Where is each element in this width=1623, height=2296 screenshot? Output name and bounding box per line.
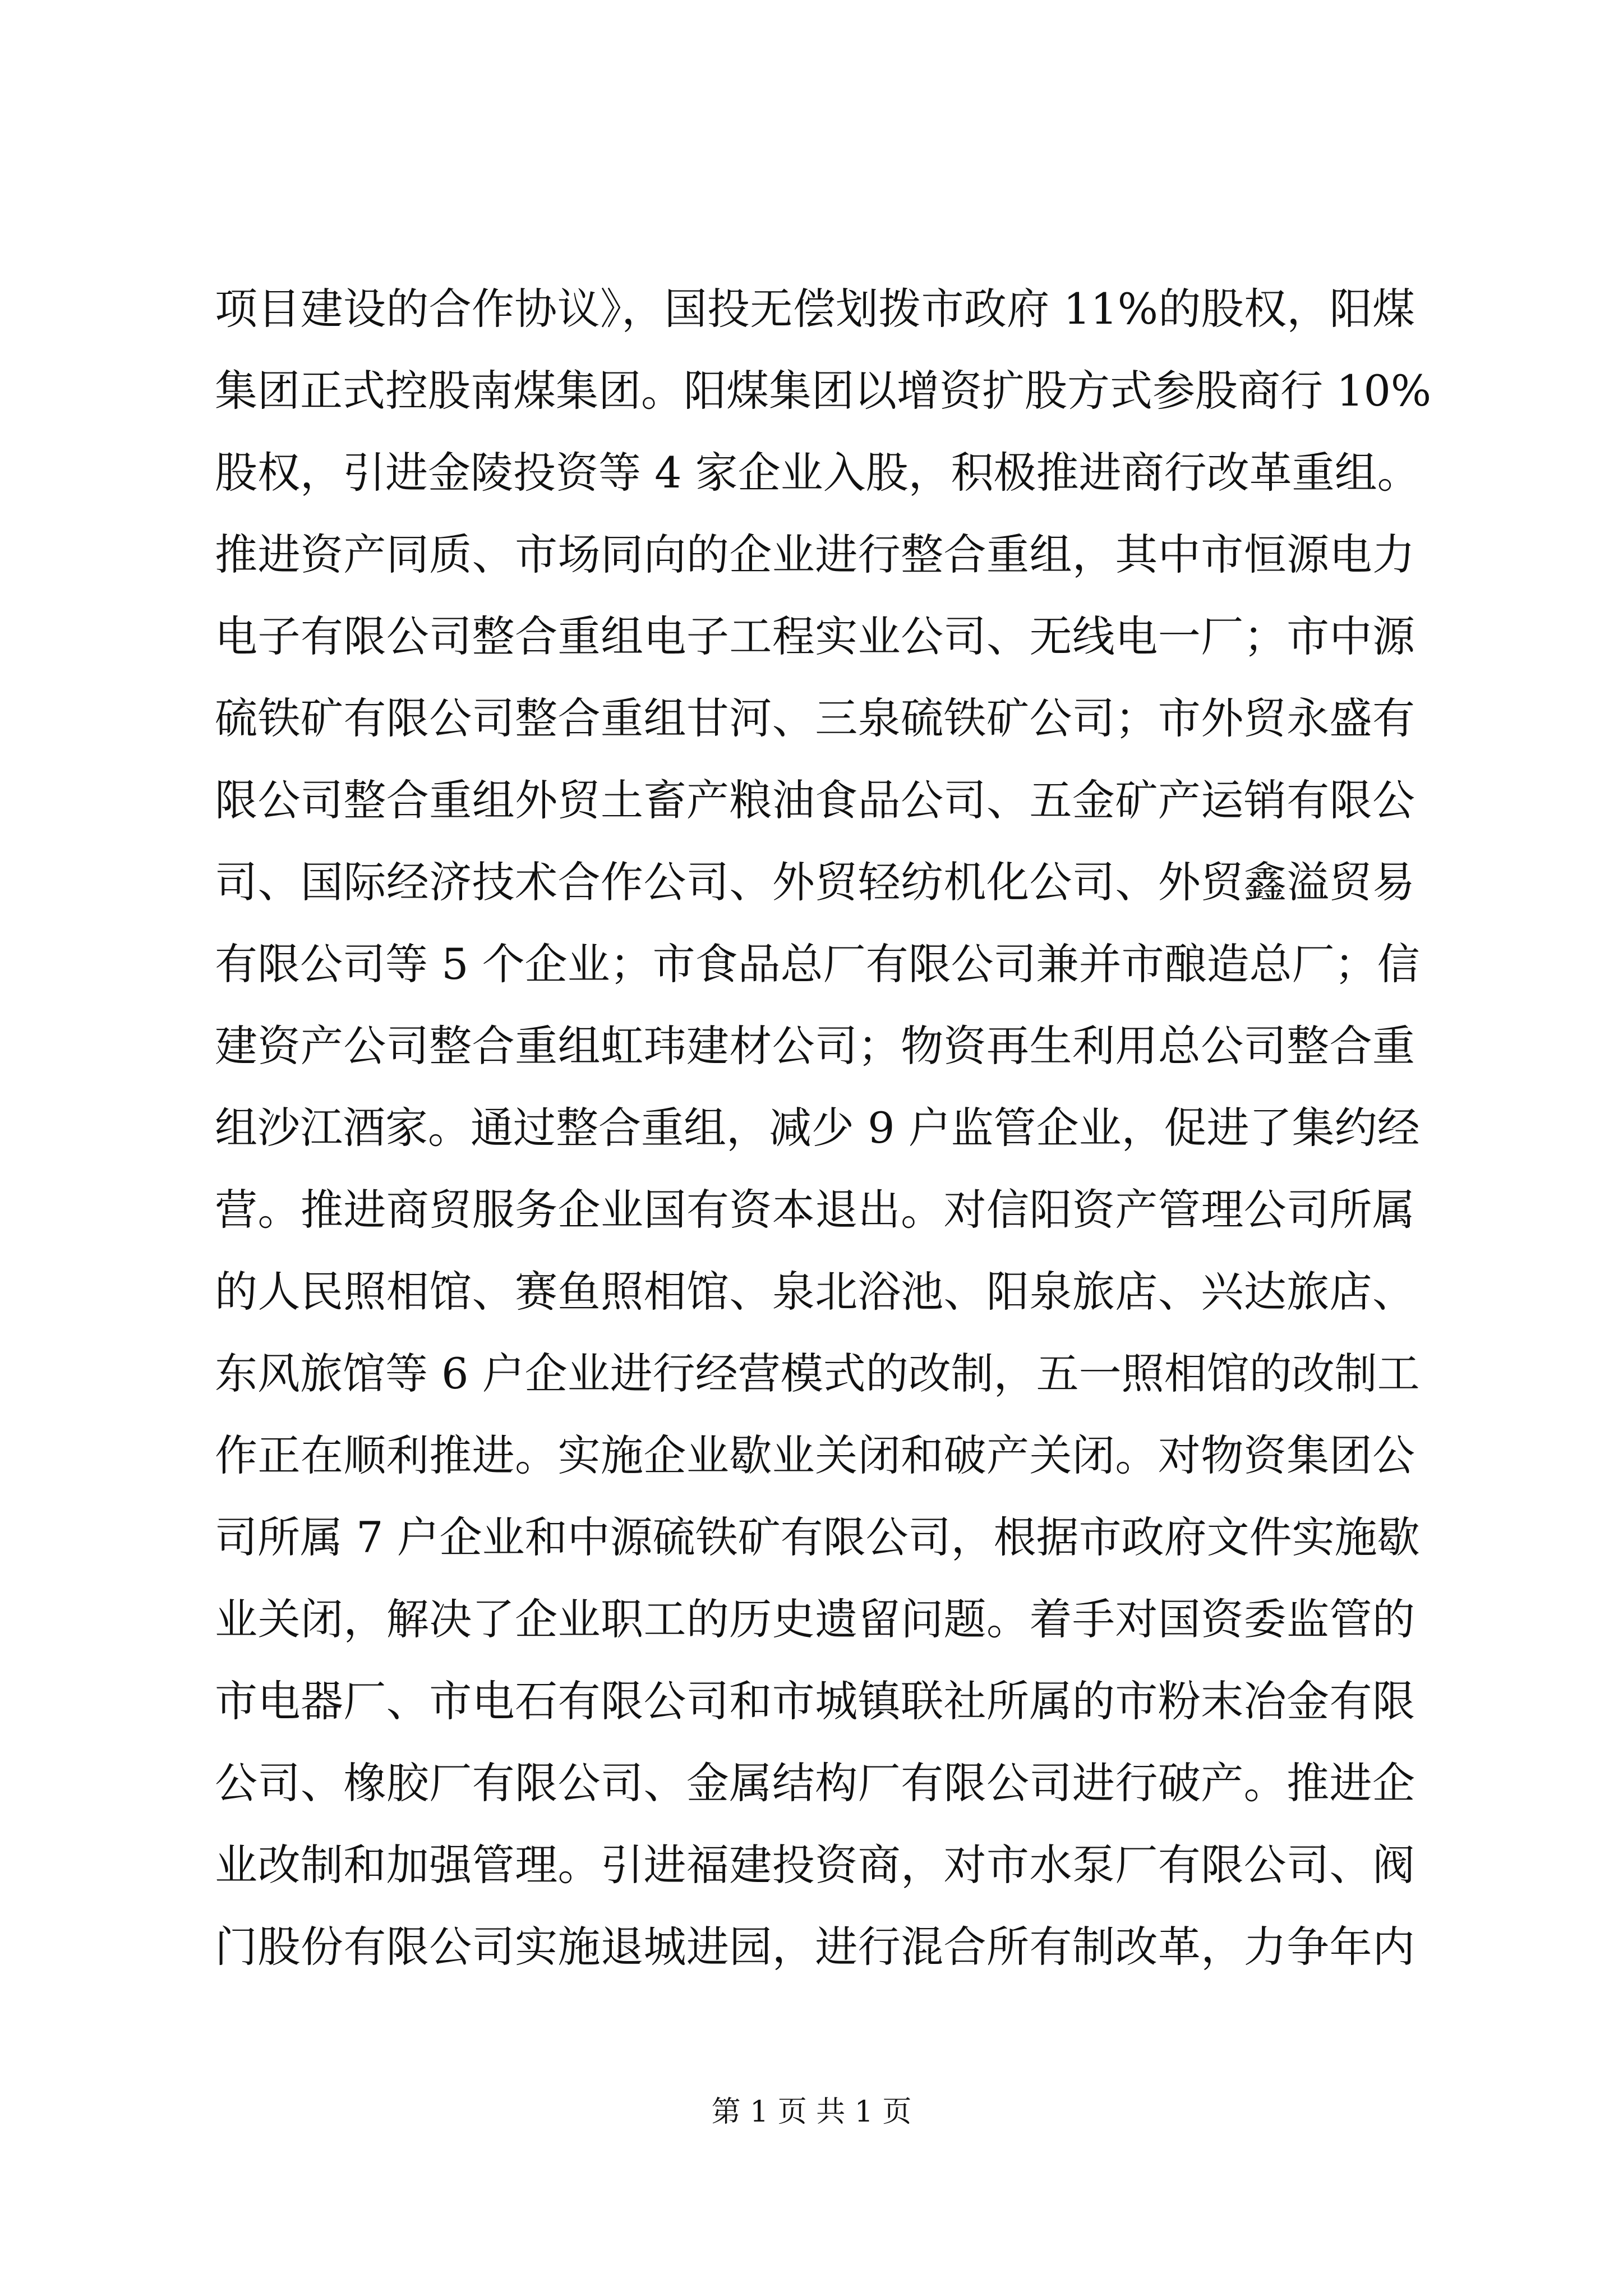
text-line: 限公司整合重组外贸土畜产粮油食品公司、五金矿产运销有限公 bbox=[215, 775, 1415, 825]
text-line: 推进资产同质、市场同向的企业进行整合重组，其中市恒源电力 bbox=[215, 530, 1415, 579]
body-text bbox=[215, 268, 1432, 1988]
text-line: 作正在顺利推进。实施企业歇业关闭和破产关闭。对物资集团公 bbox=[215, 1430, 1415, 1480]
text-line: 组沙江酒家。通过整合重组，减少 9 户监管企业，促进了集约经 bbox=[215, 1103, 1420, 1153]
page-number-footer: 第 1 页 共 1 页 bbox=[711, 2095, 912, 2129]
text-line: 有限公司等 5 个企业；市食品总厂有限公司兼并市酿造总厂；信 bbox=[215, 939, 1420, 989]
text-line: 硫铁矿有限公司整合重组甘河、三泉硫铁矿公司；市外贸永盛有 bbox=[215, 693, 1415, 743]
text-line: 市电器厂、市电石有限公司和市城镇联社所属的市粉末冶金有限 bbox=[215, 1676, 1415, 1726]
text-line: 公司、橡胶厂有限公司、金属结构厂有限公司进行破产。推进企 bbox=[215, 1758, 1415, 1808]
text-line: 股权，引进金陵投资等 4 家企业入股，积极推进商行改革重组。 bbox=[215, 448, 1420, 498]
text-line: 建资产公司整合重组虹玮建材公司；物资再生利用总公司整合重 bbox=[215, 1021, 1415, 1071]
text-line: 司、国际经济技术合作公司、外贸轻纺机化公司、外贸鑫溢贸易 bbox=[215, 857, 1415, 907]
text-line: 的人民照相馆、赛鱼照相馆、泉北浴池、阳泉旅店、兴达旅店、 bbox=[215, 1267, 1415, 1317]
text-line: 司所属 7 户企业和中源硫铁矿有限公司，根据市政府文件实施歇 bbox=[215, 1512, 1420, 1562]
text-line: 业改制和加强管理。引进福建投资商，对市水泵厂有限公司、阀 bbox=[215, 1840, 1415, 1890]
text-line: 业关闭，解决了企业职工的历史遗留问题。着手对国资委监管的 bbox=[215, 1594, 1415, 1644]
text-line: 集团正式控股南煤集团。阳煤集团以增资扩股方式参股商行 10% bbox=[215, 366, 1432, 416]
text-line: 门股份有限公司实施退城进园，进行混合所有制改革，力争年内 bbox=[215, 1922, 1415, 1972]
text-line: 营。推进商贸服务企业国有资本退出。对信阳资产管理公司所属 bbox=[215, 1185, 1415, 1235]
text-line: 项目建设的合作协议》，国投无偿划拨市政府 11%的股权，阳煤 bbox=[215, 284, 1415, 334]
text-line: 东风旅馆等 6 户企业进行经营模式的改制，五一照相馆的改制工 bbox=[215, 1349, 1420, 1398]
text-line: 电子有限公司整合重组电子工程实业公司、无线电一厂；市中源 bbox=[215, 611, 1415, 661]
